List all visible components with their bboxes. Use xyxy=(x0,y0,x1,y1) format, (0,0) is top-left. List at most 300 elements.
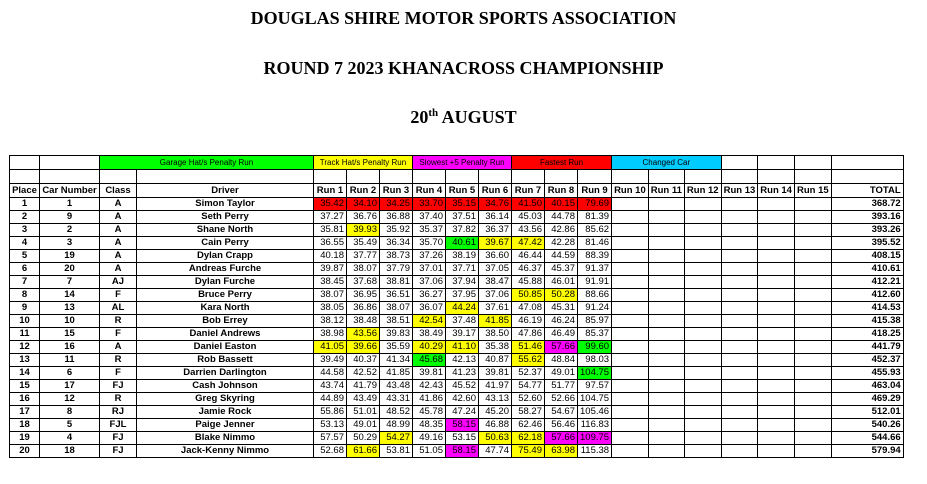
total-cell: 469.29 xyxy=(831,393,903,406)
run-time-cell: 41.85 xyxy=(479,315,512,328)
run-time-cell: 37.05 xyxy=(479,263,512,276)
run-empty-cell xyxy=(721,380,758,393)
table-row xyxy=(10,276,904,289)
run-empty-cell xyxy=(721,445,758,458)
driver-cell: Jack-Kenny Nimmo xyxy=(137,445,314,458)
run-time-cell: 35.49 xyxy=(347,237,380,250)
column-header: Run 1 xyxy=(314,184,347,198)
table-row xyxy=(10,250,904,263)
run-empty-cell xyxy=(758,198,795,211)
run-time-cell: 39.93 xyxy=(347,224,380,237)
class-cell: A xyxy=(100,211,137,224)
car-number-cell: 12 xyxy=(40,393,100,406)
run-time-cell: 38.05 xyxy=(314,302,347,315)
place-cell: 15 xyxy=(10,380,40,393)
table-row xyxy=(10,393,904,406)
run-time-cell: 41.34 xyxy=(380,354,413,367)
total-cell: 418.25 xyxy=(831,328,903,341)
table-row xyxy=(10,432,904,445)
run-time-cell: 42.54 xyxy=(413,315,446,328)
run-time-cell: 45.31 xyxy=(545,302,578,315)
run-time-cell: 61.66 xyxy=(347,445,380,458)
run-time-cell: 53.81 xyxy=(380,445,413,458)
run-time-cell: 41.86 xyxy=(413,393,446,406)
run-time-cell: 58.27 xyxy=(512,406,545,419)
run-empty-cell xyxy=(612,341,649,354)
run-time-cell: 37.77 xyxy=(347,250,380,263)
run-time-cell: 36.95 xyxy=(347,289,380,302)
run-empty-cell xyxy=(758,393,795,406)
legend-row xyxy=(10,156,904,170)
run-empty-cell xyxy=(758,302,795,315)
run-time-cell: 39.81 xyxy=(413,367,446,380)
run-time-cell: 37.40 xyxy=(413,211,446,224)
class-cell: A xyxy=(100,198,137,211)
run-empty-cell xyxy=(758,445,795,458)
table-row xyxy=(10,328,904,341)
run-time-cell: 41.10 xyxy=(446,341,479,354)
run-time-cell: 51.77 xyxy=(545,380,578,393)
column-header: Driver xyxy=(137,184,314,198)
class-cell: R xyxy=(100,315,137,328)
run-empty-cell xyxy=(758,432,795,445)
run-empty-cell xyxy=(794,211,831,224)
total-cell: 368.72 xyxy=(831,198,903,211)
run-empty-cell xyxy=(758,276,795,289)
run-time-cell: 116.83 xyxy=(578,419,612,432)
car-number-cell: 13 xyxy=(40,302,100,315)
total-cell: 512.01 xyxy=(831,406,903,419)
run-empty-cell xyxy=(758,250,795,263)
run-time-cell: 38.07 xyxy=(347,263,380,276)
table-row xyxy=(10,354,904,367)
run-time-cell: 35.92 xyxy=(380,224,413,237)
run-time-cell: 52.60 xyxy=(512,393,545,406)
run-empty-cell xyxy=(721,367,758,380)
event-date: 20th AUGUST xyxy=(410,107,517,127)
place-cell: 17 xyxy=(10,406,40,419)
run-empty-cell xyxy=(684,419,721,432)
car-number-cell: 4 xyxy=(40,432,100,445)
run-empty-cell xyxy=(721,354,758,367)
run-time-cell: 57.66 xyxy=(545,341,578,354)
run-empty-cell xyxy=(648,445,684,458)
total-cell: 452.37 xyxy=(831,354,903,367)
total-cell: 412.21 xyxy=(831,276,903,289)
run-empty-cell xyxy=(648,432,684,445)
run-time-cell: 38.12 xyxy=(314,315,347,328)
run-time-cell: 46.24 xyxy=(545,315,578,328)
run-empty-cell xyxy=(612,315,649,328)
run-time-cell: 36.86 xyxy=(347,302,380,315)
table-row xyxy=(10,289,904,302)
run-empty-cell xyxy=(794,198,831,211)
run-time-cell: 36.07 xyxy=(413,302,446,315)
run-empty-cell xyxy=(648,354,684,367)
run-time-cell: 35.81 xyxy=(314,224,347,237)
column-header: Run 9 xyxy=(578,184,612,198)
car-number-cell: 8 xyxy=(40,406,100,419)
table-row xyxy=(10,406,904,419)
class-cell: F xyxy=(100,328,137,341)
run-time-cell: 46.37 xyxy=(512,263,545,276)
run-time-cell: 46.44 xyxy=(512,250,545,263)
place-cell: 18 xyxy=(10,419,40,432)
run-time-cell: 42.52 xyxy=(347,367,380,380)
run-time-cell: 39.83 xyxy=(380,328,413,341)
run-time-cell: 47.74 xyxy=(479,445,512,458)
run-time-cell: 39.67 xyxy=(479,237,512,250)
run-time-cell: 98.03 xyxy=(578,354,612,367)
run-time-cell: 43.48 xyxy=(380,380,413,393)
run-empty-cell xyxy=(612,419,649,432)
table-row xyxy=(10,315,904,328)
driver-cell: Shane North xyxy=(137,224,314,237)
driver-cell: Darrien Darlington xyxy=(137,367,314,380)
run-time-cell: 49.01 xyxy=(545,367,578,380)
run-time-cell: 34.10 xyxy=(347,198,380,211)
table-row xyxy=(10,419,904,432)
run-empty-cell xyxy=(794,432,831,445)
driver-cell: Blake Nimmo xyxy=(137,432,314,445)
run-empty-cell xyxy=(648,406,684,419)
run-empty-cell xyxy=(648,263,684,276)
run-time-cell: 36.51 xyxy=(380,289,413,302)
run-empty-cell xyxy=(648,419,684,432)
run-time-cell: 45.52 xyxy=(446,380,479,393)
car-number-cell: 16 xyxy=(40,341,100,354)
driver-cell: Daniel Easton xyxy=(137,341,314,354)
car-number-cell: 20 xyxy=(40,263,100,276)
column-header: Car Number xyxy=(40,184,100,198)
place-cell: 10 xyxy=(10,315,40,328)
car-number-cell: 10 xyxy=(40,315,100,328)
run-time-cell: 47.24 xyxy=(446,406,479,419)
spacer-row xyxy=(10,170,904,184)
run-time-cell: 81.39 xyxy=(578,211,612,224)
run-time-cell: 105.46 xyxy=(578,406,612,419)
run-time-cell: 57.66 xyxy=(545,432,578,445)
run-time-cell: 50.29 xyxy=(347,432,380,445)
run-time-cell: 41.50 xyxy=(512,198,545,211)
run-time-cell: 45.37 xyxy=(545,263,578,276)
car-number-cell: 9 xyxy=(40,211,100,224)
class-cell: FJ xyxy=(100,445,137,458)
run-empty-cell xyxy=(758,406,795,419)
run-time-cell: 35.70 xyxy=(413,237,446,250)
run-time-cell: 38.47 xyxy=(479,276,512,289)
run-empty-cell xyxy=(794,380,831,393)
legend-track-penalty: Track Hat/s Penalty Run xyxy=(314,156,413,170)
run-time-cell: 85.62 xyxy=(578,224,612,237)
run-time-cell: 41.85 xyxy=(380,367,413,380)
run-empty-cell xyxy=(794,237,831,250)
run-empty-cell xyxy=(612,367,649,380)
total-cell: 579.94 xyxy=(831,445,903,458)
run-time-cell: 51.01 xyxy=(347,406,380,419)
run-time-cell: 36.76 xyxy=(347,211,380,224)
run-empty-cell xyxy=(684,289,721,302)
run-empty-cell xyxy=(758,315,795,328)
class-cell: AJ xyxy=(100,276,137,289)
run-time-cell: 41.23 xyxy=(446,367,479,380)
run-empty-cell xyxy=(794,224,831,237)
car-number-cell: 2 xyxy=(40,224,100,237)
run-time-cell: 38.48 xyxy=(347,315,380,328)
run-time-cell: 39.17 xyxy=(446,328,479,341)
run-empty-cell xyxy=(648,250,684,263)
run-time-cell: 53.15 xyxy=(446,432,479,445)
run-time-cell: 54.67 xyxy=(545,406,578,419)
run-time-cell: 37.51 xyxy=(446,211,479,224)
run-time-cell: 75.49 xyxy=(512,445,545,458)
run-time-cell: 50.85 xyxy=(512,289,545,302)
run-empty-cell xyxy=(794,289,831,302)
column-header: Run 14 xyxy=(758,184,795,198)
run-empty-cell xyxy=(648,328,684,341)
run-time-cell: 40.29 xyxy=(413,341,446,354)
column-header: Run 11 xyxy=(648,184,684,198)
run-empty-cell xyxy=(684,341,721,354)
run-empty-cell xyxy=(612,263,649,276)
championship-title: ROUND 7 2023 KHANACROSS CHAMPIONSHIP xyxy=(263,58,664,78)
run-time-cell: 63.98 xyxy=(545,445,578,458)
run-empty-cell xyxy=(794,341,831,354)
total-cell: 395.52 xyxy=(831,237,903,250)
total-cell: 415.38 xyxy=(831,315,903,328)
run-time-cell: 43.74 xyxy=(314,380,347,393)
run-time-cell: 36.88 xyxy=(380,211,413,224)
run-empty-cell xyxy=(721,211,758,224)
run-time-cell: 42.86 xyxy=(545,224,578,237)
run-empty-cell xyxy=(794,354,831,367)
run-time-cell: 85.37 xyxy=(578,328,612,341)
total-cell: 463.04 xyxy=(831,380,903,393)
run-time-cell: 43.56 xyxy=(347,328,380,341)
driver-cell: Kara North xyxy=(137,302,314,315)
run-time-cell: 38.07 xyxy=(314,289,347,302)
table-row xyxy=(10,302,904,315)
run-time-cell: 54.27 xyxy=(380,432,413,445)
run-empty-cell xyxy=(794,328,831,341)
place-cell: 4 xyxy=(10,237,40,250)
run-time-cell: 44.59 xyxy=(545,250,578,263)
run-time-cell: 37.26 xyxy=(413,250,446,263)
run-empty-cell xyxy=(684,263,721,276)
table-row xyxy=(10,237,904,250)
class-cell: A xyxy=(100,224,137,237)
run-empty-cell xyxy=(612,354,649,367)
run-empty-cell xyxy=(758,341,795,354)
run-time-cell: 55.86 xyxy=(314,406,347,419)
column-header-row xyxy=(10,184,904,198)
place-cell: 7 xyxy=(10,276,40,289)
run-time-cell: 44.89 xyxy=(314,393,347,406)
run-empty-cell xyxy=(612,406,649,419)
run-empty-cell xyxy=(758,237,795,250)
car-number-cell: 17 xyxy=(40,380,100,393)
run-time-cell: 37.82 xyxy=(446,224,479,237)
table-row xyxy=(10,198,904,211)
run-empty-cell xyxy=(648,302,684,315)
place-cell: 14 xyxy=(10,367,40,380)
run-time-cell: 79.69 xyxy=(578,198,612,211)
run-empty-cell xyxy=(721,250,758,263)
total-cell: 540.26 xyxy=(831,419,903,432)
run-empty-cell xyxy=(684,445,721,458)
run-time-cell: 49.16 xyxy=(413,432,446,445)
car-number-cell: 18 xyxy=(40,445,100,458)
run-empty-cell xyxy=(684,380,721,393)
run-time-cell: 42.13 xyxy=(446,354,479,367)
run-time-cell: 35.42 xyxy=(314,198,347,211)
run-time-cell: 99.60 xyxy=(578,341,612,354)
run-time-cell: 55.62 xyxy=(512,354,545,367)
run-time-cell: 48.52 xyxy=(380,406,413,419)
run-empty-cell xyxy=(648,211,684,224)
table-row xyxy=(10,341,904,354)
run-time-cell: 104.75 xyxy=(578,367,612,380)
run-time-cell: 53.13 xyxy=(314,419,347,432)
run-time-cell: 38.98 xyxy=(314,328,347,341)
driver-cell: Andreas Furche xyxy=(137,263,314,276)
run-time-cell: 37.48 xyxy=(446,315,479,328)
run-time-cell: 38.49 xyxy=(413,328,446,341)
car-number-cell: 19 xyxy=(40,250,100,263)
run-time-cell: 41.05 xyxy=(314,341,347,354)
total-cell: 410.61 xyxy=(831,263,903,276)
run-time-cell: 52.68 xyxy=(314,445,347,458)
class-cell: FJ xyxy=(100,432,137,445)
run-time-cell: 46.01 xyxy=(545,276,578,289)
run-time-cell: 36.34 xyxy=(380,237,413,250)
place-cell: 20 xyxy=(10,445,40,458)
run-time-cell: 46.88 xyxy=(479,419,512,432)
run-time-cell: 40.15 xyxy=(545,198,578,211)
association-title: DOUGLAS SHIRE MOTOR SPORTS ASSOCIATION xyxy=(250,8,677,28)
place-cell: 13 xyxy=(10,354,40,367)
run-empty-cell xyxy=(721,419,758,432)
run-empty-cell xyxy=(794,302,831,315)
run-time-cell: 37.01 xyxy=(413,263,446,276)
run-empty-cell xyxy=(648,237,684,250)
run-empty-cell xyxy=(648,224,684,237)
run-time-cell: 85.97 xyxy=(578,315,612,328)
total-cell: 414.53 xyxy=(831,302,903,315)
car-number-cell: 7 xyxy=(40,276,100,289)
driver-cell: Rob Bassett xyxy=(137,354,314,367)
driver-cell: Bob Errey xyxy=(137,315,314,328)
total-cell: 408.15 xyxy=(831,250,903,263)
run-time-cell: 37.68 xyxy=(347,276,380,289)
run-time-cell: 45.78 xyxy=(413,406,446,419)
total-cell: 393.26 xyxy=(831,224,903,237)
run-time-cell: 40.87 xyxy=(479,354,512,367)
run-time-cell: 34.76 xyxy=(479,198,512,211)
place-cell: 11 xyxy=(10,328,40,341)
class-cell: R xyxy=(100,354,137,367)
run-time-cell: 56.46 xyxy=(545,419,578,432)
legend-slowest-penalty: Slowest +5 Penalty Run xyxy=(413,156,512,170)
car-number-cell: 6 xyxy=(40,367,100,380)
run-empty-cell xyxy=(721,315,758,328)
run-empty-cell xyxy=(684,406,721,419)
run-time-cell: 97.57 xyxy=(578,380,612,393)
driver-cell: Jamie Rock xyxy=(137,406,314,419)
table-row xyxy=(10,224,904,237)
run-time-cell: 58.15 xyxy=(446,419,479,432)
run-empty-cell xyxy=(794,393,831,406)
legend-changed-car: Changed Car xyxy=(612,156,722,170)
run-time-cell: 62.18 xyxy=(512,432,545,445)
run-time-cell: 47.08 xyxy=(512,302,545,315)
total-cell: 441.79 xyxy=(831,341,903,354)
run-empty-cell xyxy=(684,315,721,328)
legend-fastest-run: Fastest Run xyxy=(512,156,612,170)
run-time-cell: 50.28 xyxy=(545,289,578,302)
run-empty-cell xyxy=(794,263,831,276)
driver-cell: Dylan Crapp xyxy=(137,250,314,263)
place-cell: 3 xyxy=(10,224,40,237)
run-empty-cell xyxy=(794,419,831,432)
run-time-cell: 46.19 xyxy=(512,315,545,328)
run-time-cell: 42.60 xyxy=(446,393,479,406)
column-header: Run 7 xyxy=(512,184,545,198)
run-time-cell: 52.37 xyxy=(512,367,545,380)
run-time-cell: 40.61 xyxy=(446,237,479,250)
run-time-cell: 48.35 xyxy=(413,419,446,432)
run-empty-cell xyxy=(612,380,649,393)
car-number-cell: 11 xyxy=(40,354,100,367)
column-header: Run 5 xyxy=(446,184,479,198)
run-time-cell: 48.84 xyxy=(545,354,578,367)
car-number-cell: 14 xyxy=(40,289,100,302)
total-cell: 393.16 xyxy=(831,211,903,224)
results-table xyxy=(9,155,904,458)
run-empty-cell xyxy=(721,276,758,289)
run-time-cell: 109.75 xyxy=(578,432,612,445)
total-cell: 544.66 xyxy=(831,432,903,445)
run-time-cell: 54.77 xyxy=(512,380,545,393)
class-cell: A xyxy=(100,250,137,263)
run-empty-cell xyxy=(721,224,758,237)
run-time-cell: 58.15 xyxy=(446,445,479,458)
run-empty-cell xyxy=(721,432,758,445)
run-time-cell: 35.59 xyxy=(380,341,413,354)
class-cell: FJL xyxy=(100,419,137,432)
run-time-cell: 42.43 xyxy=(413,380,446,393)
run-time-cell: 39.87 xyxy=(314,263,347,276)
run-time-cell: 44.78 xyxy=(545,211,578,224)
run-time-cell: 91.37 xyxy=(578,263,612,276)
driver-cell: Simon Taylor xyxy=(137,198,314,211)
run-time-cell: 36.37 xyxy=(479,224,512,237)
run-empty-cell xyxy=(721,328,758,341)
run-empty-cell xyxy=(684,237,721,250)
run-empty-cell xyxy=(758,354,795,367)
place-cell: 12 xyxy=(10,341,40,354)
run-empty-cell xyxy=(648,289,684,302)
run-time-cell: 38.50 xyxy=(479,328,512,341)
class-cell: FJ xyxy=(100,380,137,393)
run-time-cell: 41.97 xyxy=(479,380,512,393)
run-empty-cell xyxy=(612,393,649,406)
run-time-cell: 43.56 xyxy=(512,224,545,237)
run-empty-cell xyxy=(758,263,795,276)
run-time-cell: 45.68 xyxy=(413,354,446,367)
car-number-cell: 15 xyxy=(40,328,100,341)
run-time-cell: 42.28 xyxy=(545,237,578,250)
